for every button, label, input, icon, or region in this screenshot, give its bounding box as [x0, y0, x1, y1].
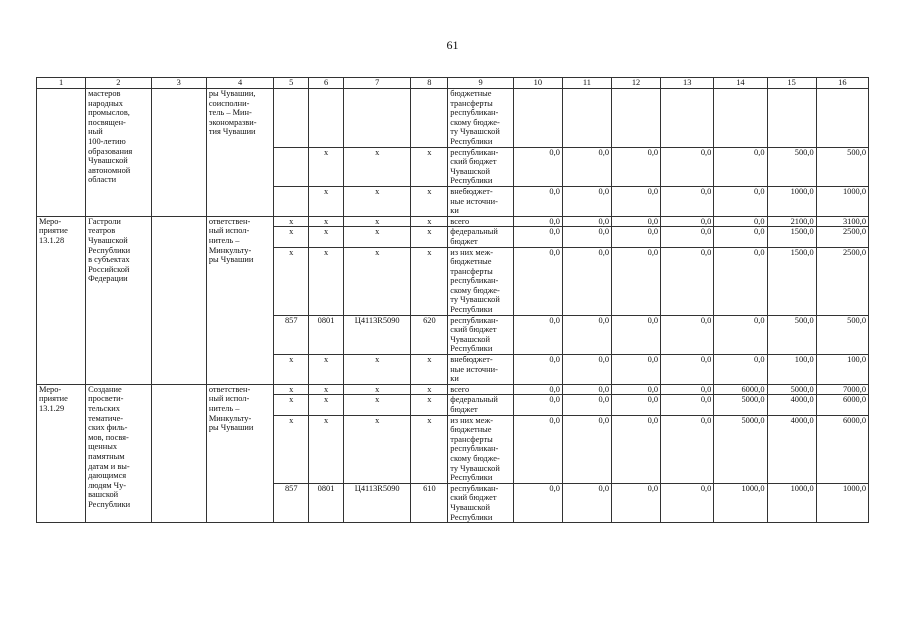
target-article-cell: x: [343, 147, 411, 186]
section-code-cell: x: [309, 355, 344, 385]
column-header: 15: [767, 78, 816, 89]
grbs-code-cell: [274, 147, 309, 186]
amount-cell: [612, 89, 661, 148]
budget-table: [36, 77, 869, 523]
amount-cell: 1000,0: [767, 483, 816, 522]
expense-type-cell: x: [411, 147, 448, 186]
page-number: 61: [446, 38, 459, 52]
amount-cell: [714, 89, 767, 148]
column-header: 1: [37, 78, 86, 89]
section-code-cell: x: [309, 227, 344, 247]
column-header: 5: [274, 78, 309, 89]
amount-cell: [513, 89, 562, 148]
amount-cell: 0,0: [714, 315, 767, 354]
executor-cell: ответствен- ный испол- нитель – Минкульту- ры Чувашии: [206, 384, 274, 522]
amount-cell: 0,0: [513, 315, 562, 354]
amount-cell: 500,0: [767, 315, 816, 354]
amount-cell: 6000,0: [816, 395, 868, 415]
amount-cell: 5000,0: [767, 384, 816, 395]
column-header: 13: [661, 78, 714, 89]
program-cell: [151, 216, 206, 384]
funding-source-cell: бюджетные трансферты республикан- скому бюдже- ту Чувашской Республики: [448, 89, 513, 148]
amount-cell: [562, 89, 611, 148]
amount-cell: 0,0: [562, 227, 611, 247]
amount-cell: 0,0: [661, 247, 714, 315]
amount-cell: 6000,0: [714, 384, 767, 395]
amount-cell: 0,0: [513, 384, 562, 395]
grbs-code-cell: x: [274, 395, 309, 415]
grbs-code-cell: [274, 89, 309, 148]
funding-source-cell: из них меж- бюджетные трансферты республикан- скому бюдже- ту Чувашской Республики: [448, 247, 513, 315]
amount-cell: 0,0: [661, 384, 714, 395]
amount-cell: 0,0: [513, 216, 562, 227]
funding-source-cell: всего: [448, 216, 513, 227]
grbs-code-cell: 857: [274, 483, 309, 522]
amount-cell: 0,0: [612, 483, 661, 522]
grbs-code-cell: x: [274, 216, 309, 227]
amount-cell: 0,0: [661, 395, 714, 415]
amount-cell: 100,0: [816, 355, 868, 385]
amount-cell: 0,0: [714, 355, 767, 385]
amount-cell: 0,0: [562, 483, 611, 522]
amount-cell: 0,0: [661, 315, 714, 354]
amount-cell: 5000,0: [714, 395, 767, 415]
column-header: 3: [151, 78, 206, 89]
amount-cell: [661, 89, 714, 148]
expense-type-cell: x: [411, 415, 448, 483]
amount-cell: 5000,0: [714, 415, 767, 483]
amount-cell: 500,0: [816, 147, 868, 186]
amount-cell: 2100,0: [767, 216, 816, 227]
amount-cell: 0,0: [714, 216, 767, 227]
amount-cell: 0,0: [661, 147, 714, 186]
column-header: 16: [816, 78, 868, 89]
amount-cell: 3100,0: [816, 216, 868, 227]
amount-cell: 1000,0: [816, 186, 868, 216]
measure-name-cell: Гастроли театров Чувашской Республики в субъектах Российской Федерации: [86, 216, 151, 384]
target-article-cell: x: [343, 186, 411, 216]
expense-type-cell: x: [411, 216, 448, 227]
expense-type-cell: x: [411, 355, 448, 385]
column-header: 9: [448, 78, 513, 89]
section-code-cell: 0801: [309, 483, 344, 522]
amount-cell: 4000,0: [767, 395, 816, 415]
header-row: [37, 78, 869, 89]
section-code-cell: x: [309, 247, 344, 315]
amount-cell: 0,0: [661, 415, 714, 483]
column-header: 12: [612, 78, 661, 89]
amount-cell: 0,0: [661, 483, 714, 522]
measure-name-cell: Создание просвети- тельских тематиче- ских филь- мов, посвя- щенных памятным датам и вы- дающимся людям Чу- вашской Республики: [86, 384, 151, 522]
column-header: 7: [343, 78, 411, 89]
amount-cell: 0,0: [612, 384, 661, 395]
amount-cell: 0,0: [661, 227, 714, 247]
section-code-cell: x: [309, 415, 344, 483]
funding-source-cell: внебюджет- ные источни- ки: [448, 186, 513, 216]
amount-cell: 0,0: [562, 395, 611, 415]
amount-cell: 0,0: [612, 186, 661, 216]
grbs-code-cell: [274, 186, 309, 216]
amount-cell: 0,0: [513, 483, 562, 522]
amount-cell: 7000,0: [816, 384, 868, 395]
measure-name-cell: мастеров народных промыслов, посвящен- ный 100-летию образования Чувашской автономной области: [86, 89, 151, 217]
table-row: [37, 384, 869, 395]
column-header: 6: [309, 78, 344, 89]
amount-cell: 1500,0: [767, 247, 816, 315]
program-cell: [151, 89, 206, 217]
funding-source-cell: всего: [448, 384, 513, 395]
grbs-code-cell: 857: [274, 315, 309, 354]
amount-cell: 0,0: [562, 384, 611, 395]
expense-type-cell: 610: [411, 483, 448, 522]
expense-type-cell: 620: [411, 315, 448, 354]
amount-cell: 0,0: [513, 227, 562, 247]
amount-cell: 0,0: [612, 227, 661, 247]
measure-number-cell: [37, 89, 86, 217]
funding-source-cell: федеральный бюджет: [448, 227, 513, 247]
grbs-code-cell: x: [274, 384, 309, 395]
funding-source-cell: республикан- ский бюджет Чувашской Республики: [448, 147, 513, 186]
amount-cell: 0,0: [562, 315, 611, 354]
funding-source-cell: из них меж- бюджетные трансферты республикан- скому бюдже- ту Чувашской Республики: [448, 415, 513, 483]
section-code-cell: x: [309, 395, 344, 415]
grbs-code-cell: x: [274, 355, 309, 385]
amount-cell: [816, 89, 868, 148]
amount-cell: 0,0: [612, 147, 661, 186]
amount-cell: 0,0: [612, 247, 661, 315]
amount-cell: 0,0: [513, 186, 562, 216]
expense-type-cell: x: [411, 384, 448, 395]
amount-cell: 0,0: [612, 355, 661, 385]
amount-cell: 1000,0: [767, 186, 816, 216]
amount-cell: 0,0: [714, 186, 767, 216]
target-article-cell: x: [343, 247, 411, 315]
amount-cell: 0,0: [714, 227, 767, 247]
amount-cell: 0,0: [513, 395, 562, 415]
amount-cell: 0,0: [562, 415, 611, 483]
target-article-cell: Ц4113R5090: [343, 483, 411, 522]
funding-source-cell: внебюджет- ные источни- ки: [448, 355, 513, 385]
target-article-cell: x: [343, 415, 411, 483]
amount-cell: 0,0: [612, 395, 661, 415]
amount-cell: 0,0: [513, 415, 562, 483]
section-code-cell: [309, 89, 344, 148]
grbs-code-cell: x: [274, 227, 309, 247]
amount-cell: 0,0: [513, 147, 562, 186]
amount-cell: 0,0: [562, 247, 611, 315]
measure-number-cell: Меро- приятие 13.1.29: [37, 384, 86, 522]
amount-cell: 1000,0: [816, 483, 868, 522]
measure-number-cell: Меро- приятие 13.1.28: [37, 216, 86, 384]
target-article-cell: x: [343, 227, 411, 247]
column-header: 11: [562, 78, 611, 89]
amount-cell: 0,0: [661, 186, 714, 216]
amount-cell: 0,0: [714, 147, 767, 186]
column-header: 8: [411, 78, 448, 89]
funding-source-cell: республикан- ский бюджет Чувашской Республики: [448, 315, 513, 354]
target-article-cell: [343, 89, 411, 148]
expense-type-cell: [411, 89, 448, 148]
amount-cell: 4000,0: [767, 415, 816, 483]
section-code-cell: x: [309, 186, 344, 216]
target-article-cell: Ц4113R5090: [343, 315, 411, 354]
table-row: [37, 89, 869, 148]
amount-cell: 0,0: [562, 355, 611, 385]
amount-cell: 500,0: [816, 315, 868, 354]
section-code-cell: x: [309, 384, 344, 395]
amount-cell: 0,0: [562, 216, 611, 227]
funding-source-cell: республикан- ский бюджет Чувашской Республики: [448, 483, 513, 522]
amount-cell: 2500,0: [816, 227, 868, 247]
amount-cell: 0,0: [513, 355, 562, 385]
section-code-cell: 0801: [309, 315, 344, 354]
amount-cell: [767, 89, 816, 148]
section-code-cell: x: [309, 216, 344, 227]
program-cell: [151, 384, 206, 522]
amount-cell: 0,0: [513, 247, 562, 315]
amount-cell: 500,0: [767, 147, 816, 186]
target-article-cell: x: [343, 355, 411, 385]
amount-cell: 0,0: [612, 315, 661, 354]
amount-cell: 0,0: [714, 247, 767, 315]
amount-cell: 0,0: [612, 216, 661, 227]
target-article-cell: x: [343, 384, 411, 395]
amount-cell: 0,0: [562, 147, 611, 186]
executor-cell: ответствен- ный испол- нитель – Минкульту- ры Чувашии: [206, 216, 274, 384]
column-header: 4: [206, 78, 274, 89]
target-article-cell: x: [343, 216, 411, 227]
grbs-code-cell: x: [274, 247, 309, 315]
expense-type-cell: x: [411, 247, 448, 315]
expense-type-cell: x: [411, 227, 448, 247]
table-body: [37, 78, 869, 523]
column-header: 14: [714, 78, 767, 89]
executor-cell: ры Чувашии, соисполни- тель – Мин- экономразви- тия Чувашии: [206, 89, 274, 217]
column-header: 10: [513, 78, 562, 89]
amount-cell: 0,0: [661, 216, 714, 227]
amount-cell: 100,0: [767, 355, 816, 385]
column-header: 2: [86, 78, 151, 89]
funding-source-cell: федеральный бюджет: [448, 395, 513, 415]
amount-cell: 1500,0: [767, 227, 816, 247]
amount-cell: 1000,0: [714, 483, 767, 522]
section-code-cell: x: [309, 147, 344, 186]
expense-type-cell: x: [411, 186, 448, 216]
amount-cell: 0,0: [562, 186, 611, 216]
table-row: [37, 216, 869, 227]
grbs-code-cell: x: [274, 415, 309, 483]
expense-type-cell: x: [411, 395, 448, 415]
amount-cell: 0,0: [661, 355, 714, 385]
target-article-cell: x: [343, 395, 411, 415]
amount-cell: 6000,0: [816, 415, 868, 483]
amount-cell: 0,0: [612, 415, 661, 483]
amount-cell: 2500,0: [816, 247, 868, 315]
